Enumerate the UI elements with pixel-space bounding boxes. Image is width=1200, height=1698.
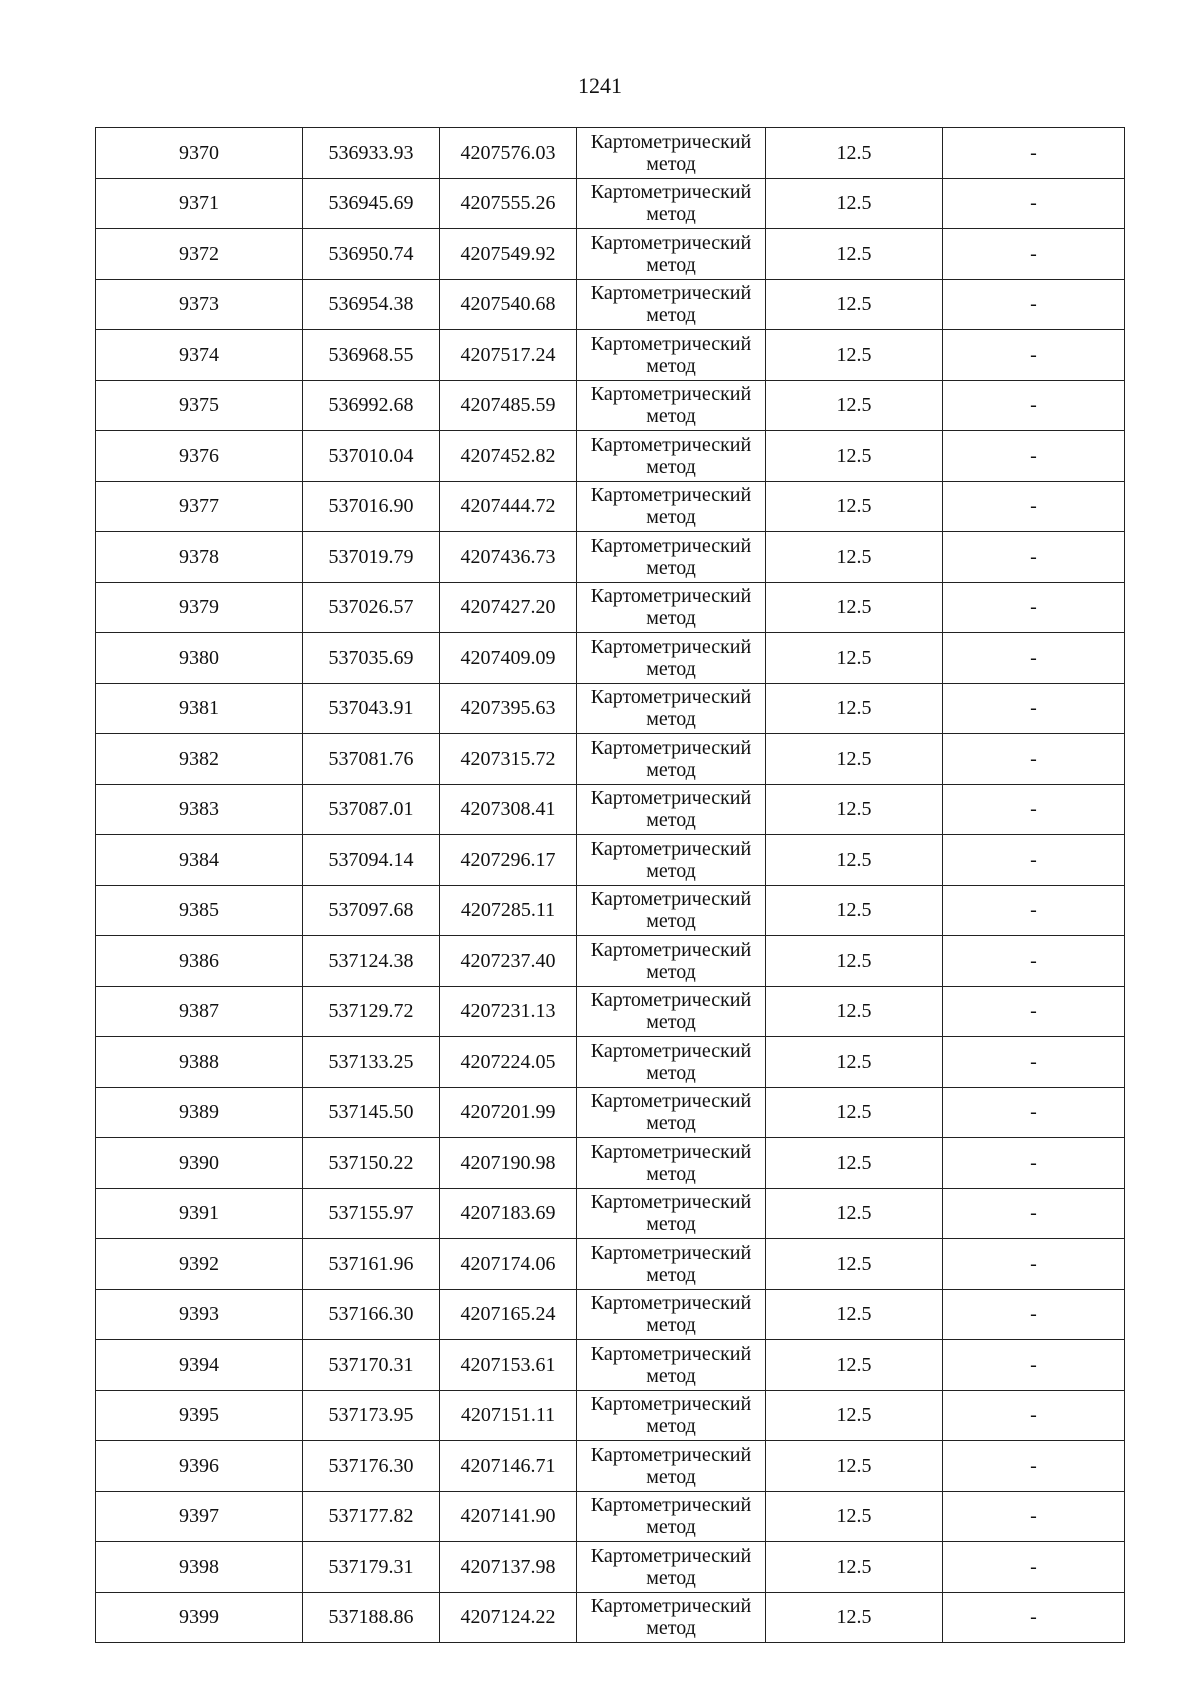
point-number-cell: 9370 bbox=[96, 128, 303, 179]
table-row bbox=[96, 380, 1125, 431]
accuracy-cell: 12.5 bbox=[766, 279, 943, 330]
y-coordinate-cell: 4207151.11 bbox=[440, 1390, 577, 1441]
accuracy-cell: 12.5 bbox=[766, 784, 943, 835]
method-line-2: метод bbox=[646, 405, 696, 428]
method-line-1: Картометрический bbox=[590, 1544, 752, 1567]
accuracy-cell: 12.5 bbox=[766, 885, 943, 936]
x-coordinate-cell: 537179.31 bbox=[303, 1542, 440, 1593]
y-coordinate-cell: 4207124.22 bbox=[440, 1592, 577, 1643]
note-cell: - bbox=[943, 986, 1125, 1037]
method-cell bbox=[577, 1138, 766, 1189]
note-cell: - bbox=[943, 1491, 1125, 1542]
method-cell bbox=[577, 229, 766, 280]
method-line-1: Картометрический bbox=[590, 181, 752, 204]
method-line-1: Картометрический bbox=[590, 433, 752, 456]
x-coordinate-cell: 536954.38 bbox=[303, 279, 440, 330]
method-cell bbox=[577, 1037, 766, 1088]
note-cell: - bbox=[943, 330, 1125, 381]
x-coordinate-cell: 537155.97 bbox=[303, 1188, 440, 1239]
method-cell bbox=[577, 1340, 766, 1391]
y-coordinate-cell: 4207137.98 bbox=[440, 1542, 577, 1593]
x-coordinate-cell: 537129.72 bbox=[303, 986, 440, 1037]
method-cell bbox=[577, 582, 766, 633]
y-coordinate-cell: 4207146.71 bbox=[440, 1441, 577, 1492]
accuracy-cell: 12.5 bbox=[766, 1087, 943, 1138]
note-cell: - bbox=[943, 1037, 1125, 1088]
point-number-cell: 9387 bbox=[96, 986, 303, 1037]
y-coordinate-cell: 4207190.98 bbox=[440, 1138, 577, 1189]
y-coordinate-cell: 4207485.59 bbox=[440, 380, 577, 431]
method-line-1: Картометрический bbox=[590, 736, 752, 759]
accuracy-cell: 12.5 bbox=[766, 128, 943, 179]
table-row bbox=[96, 128, 1125, 179]
method-cell bbox=[577, 128, 766, 179]
accuracy-cell: 12.5 bbox=[766, 1390, 943, 1441]
x-coordinate-cell: 536945.69 bbox=[303, 178, 440, 229]
method-line-1: Картометрический bbox=[590, 1494, 752, 1517]
point-number-cell: 9396 bbox=[96, 1441, 303, 1492]
method-line-1: Картометрический bbox=[590, 282, 752, 305]
method-line-2: метод bbox=[646, 1364, 696, 1387]
y-coordinate-cell: 4207308.41 bbox=[440, 784, 577, 835]
x-coordinate-cell: 537019.79 bbox=[303, 532, 440, 583]
point-number-cell: 9374 bbox=[96, 330, 303, 381]
method-line-2: метод bbox=[646, 960, 696, 983]
y-coordinate-cell: 4207231.13 bbox=[440, 986, 577, 1037]
table-row bbox=[96, 986, 1125, 1037]
point-number-cell: 9376 bbox=[96, 431, 303, 482]
accuracy-cell: 12.5 bbox=[766, 532, 943, 583]
y-coordinate-cell: 4207296.17 bbox=[440, 835, 577, 886]
accuracy-cell: 12.5 bbox=[766, 1441, 943, 1492]
point-number-cell: 9384 bbox=[96, 835, 303, 886]
method-line-2: метод bbox=[646, 1465, 696, 1488]
point-number-cell: 9377 bbox=[96, 481, 303, 532]
note-cell: - bbox=[943, 229, 1125, 280]
x-coordinate-cell: 537177.82 bbox=[303, 1491, 440, 1542]
x-coordinate-cell: 537043.91 bbox=[303, 683, 440, 734]
note-cell: - bbox=[943, 279, 1125, 330]
table-row bbox=[96, 582, 1125, 633]
accuracy-cell: 12.5 bbox=[766, 380, 943, 431]
note-cell: - bbox=[943, 128, 1125, 179]
method-cell bbox=[577, 835, 766, 886]
method-cell bbox=[577, 1441, 766, 1492]
method-line-1: Картометрический bbox=[590, 231, 752, 254]
method-cell bbox=[577, 633, 766, 684]
x-coordinate-cell: 537133.25 bbox=[303, 1037, 440, 1088]
page-number: 1241 bbox=[578, 73, 622, 98]
accuracy-cell: 12.5 bbox=[766, 1188, 943, 1239]
method-cell bbox=[577, 1188, 766, 1239]
table-row bbox=[96, 1239, 1125, 1290]
x-coordinate-cell: 536933.93 bbox=[303, 128, 440, 179]
x-coordinate-cell: 537166.30 bbox=[303, 1289, 440, 1340]
y-coordinate-cell: 4207201.99 bbox=[440, 1087, 577, 1138]
method-line-2: метод bbox=[646, 859, 696, 882]
point-number-cell: 9371 bbox=[96, 178, 303, 229]
method-line-1: Картометрический bbox=[590, 938, 752, 961]
note-cell: - bbox=[943, 1087, 1125, 1138]
method-cell bbox=[577, 1289, 766, 1340]
method-line-2: метод bbox=[646, 657, 696, 680]
note-cell: - bbox=[943, 1239, 1125, 1290]
method-cell bbox=[577, 885, 766, 936]
table-row bbox=[96, 279, 1125, 330]
note-cell: - bbox=[943, 835, 1125, 886]
x-coordinate-cell: 536968.55 bbox=[303, 330, 440, 381]
y-coordinate-cell: 4207576.03 bbox=[440, 128, 577, 179]
method-cell bbox=[577, 734, 766, 785]
x-coordinate-cell: 537124.38 bbox=[303, 936, 440, 987]
table-row bbox=[96, 835, 1125, 886]
method-line-1: Картометрический bbox=[590, 686, 752, 709]
method-cell bbox=[577, 330, 766, 381]
y-coordinate-cell: 4207183.69 bbox=[440, 1188, 577, 1239]
method-line-1: Картометрический bbox=[590, 1241, 752, 1264]
method-line-1: Картометрический bbox=[590, 1292, 752, 1315]
table-row bbox=[96, 1592, 1125, 1643]
note-cell: - bbox=[943, 936, 1125, 987]
method-line-2: метод bbox=[646, 1112, 696, 1135]
method-line-2: метод bbox=[646, 910, 696, 933]
y-coordinate-cell: 4207427.20 bbox=[440, 582, 577, 633]
note-cell: - bbox=[943, 784, 1125, 835]
accuracy-cell: 12.5 bbox=[766, 1340, 943, 1391]
method-cell bbox=[577, 178, 766, 229]
table-row bbox=[96, 1390, 1125, 1441]
x-coordinate-cell: 537173.95 bbox=[303, 1390, 440, 1441]
accuracy-cell: 12.5 bbox=[766, 734, 943, 785]
y-coordinate-cell: 4207549.92 bbox=[440, 229, 577, 280]
note-cell: - bbox=[943, 1188, 1125, 1239]
y-coordinate-cell: 4207153.61 bbox=[440, 1340, 577, 1391]
x-coordinate-cell: 537097.68 bbox=[303, 885, 440, 936]
accuracy-cell: 12.5 bbox=[766, 1138, 943, 1189]
point-number-cell: 9372 bbox=[96, 229, 303, 280]
method-cell bbox=[577, 1087, 766, 1138]
method-line-1: Картометрический bbox=[590, 130, 752, 153]
method-line-1: Картометрический bbox=[590, 837, 752, 860]
note-cell: - bbox=[943, 885, 1125, 936]
method-line-1: Картометрический bbox=[590, 635, 752, 658]
method-line-2: метод bbox=[646, 708, 696, 731]
table-body bbox=[96, 128, 1125, 1643]
table-row bbox=[96, 330, 1125, 381]
note-cell: - bbox=[943, 481, 1125, 532]
note-cell: - bbox=[943, 1592, 1125, 1643]
method-line-1: Картометрический bbox=[590, 484, 752, 507]
method-cell bbox=[577, 431, 766, 482]
method-cell bbox=[577, 380, 766, 431]
x-coordinate-cell: 537161.96 bbox=[303, 1239, 440, 1290]
table-row bbox=[96, 431, 1125, 482]
y-coordinate-cell: 4207555.26 bbox=[440, 178, 577, 229]
method-line-2: метод bbox=[646, 455, 696, 478]
accuracy-cell: 12.5 bbox=[766, 683, 943, 734]
y-coordinate-cell: 4207444.72 bbox=[440, 481, 577, 532]
point-number-cell: 9397 bbox=[96, 1491, 303, 1542]
method-line-1: Картометрический bbox=[590, 1090, 752, 1113]
y-coordinate-cell: 4207224.05 bbox=[440, 1037, 577, 1088]
table-row bbox=[96, 1087, 1125, 1138]
method-line-1: Картометрический bbox=[590, 383, 752, 406]
table-row bbox=[96, 633, 1125, 684]
x-coordinate-cell: 537145.50 bbox=[303, 1087, 440, 1138]
point-number-cell: 9385 bbox=[96, 885, 303, 936]
y-coordinate-cell: 4207409.09 bbox=[440, 633, 577, 684]
table-row bbox=[96, 1289, 1125, 1340]
method-line-1: Картометрический bbox=[590, 1140, 752, 1163]
x-coordinate-cell: 537176.30 bbox=[303, 1441, 440, 1492]
table-row bbox=[96, 178, 1125, 229]
method-cell bbox=[577, 986, 766, 1037]
note-cell: - bbox=[943, 431, 1125, 482]
accuracy-cell: 12.5 bbox=[766, 835, 943, 886]
accuracy-cell: 12.5 bbox=[766, 1542, 943, 1593]
method-cell bbox=[577, 784, 766, 835]
table-row bbox=[96, 936, 1125, 987]
method-cell bbox=[577, 1592, 766, 1643]
method-line-2: метод bbox=[646, 1516, 696, 1539]
note-cell: - bbox=[943, 1289, 1125, 1340]
method-line-2: метод bbox=[646, 253, 696, 276]
method-cell bbox=[577, 936, 766, 987]
table-row bbox=[96, 481, 1125, 532]
method-cell bbox=[577, 1542, 766, 1593]
table-row bbox=[96, 532, 1125, 583]
point-number-cell: 9373 bbox=[96, 279, 303, 330]
x-coordinate-cell: 537150.22 bbox=[303, 1138, 440, 1189]
method-line-1: Картометрический bbox=[590, 989, 752, 1012]
method-line-2: метод bbox=[646, 607, 696, 630]
note-cell: - bbox=[943, 1138, 1125, 1189]
table-row bbox=[96, 229, 1125, 280]
accuracy-cell: 12.5 bbox=[766, 330, 943, 381]
method-line-1: Картометрический bbox=[590, 1595, 752, 1618]
point-number-cell: 9382 bbox=[96, 734, 303, 785]
accuracy-cell: 12.5 bbox=[766, 178, 943, 229]
note-cell: - bbox=[943, 1390, 1125, 1441]
method-line-1: Картометрический bbox=[590, 332, 752, 355]
x-coordinate-cell: 537188.86 bbox=[303, 1592, 440, 1643]
method-line-1: Картометрический bbox=[590, 534, 752, 557]
method-line-2: метод bbox=[646, 809, 696, 832]
table-row bbox=[96, 1491, 1125, 1542]
y-coordinate-cell: 4207174.06 bbox=[440, 1239, 577, 1290]
accuracy-cell: 12.5 bbox=[766, 229, 943, 280]
point-number-cell: 9379 bbox=[96, 582, 303, 633]
y-coordinate-cell: 4207540.68 bbox=[440, 279, 577, 330]
method-line-2: метод bbox=[646, 1415, 696, 1438]
accuracy-cell: 12.5 bbox=[766, 1037, 943, 1088]
point-number-cell: 9381 bbox=[96, 683, 303, 734]
point-number-cell: 9383 bbox=[96, 784, 303, 835]
point-number-cell: 9386 bbox=[96, 936, 303, 987]
method-line-2: метод bbox=[646, 1061, 696, 1084]
table-row bbox=[96, 1188, 1125, 1239]
point-number-cell: 9378 bbox=[96, 532, 303, 583]
accuracy-cell: 12.5 bbox=[766, 1239, 943, 1290]
method-line-2: метод bbox=[646, 304, 696, 327]
point-number-cell: 9399 bbox=[96, 1592, 303, 1643]
point-number-cell: 9394 bbox=[96, 1340, 303, 1391]
method-line-2: метод bbox=[646, 1617, 696, 1640]
method-cell bbox=[577, 481, 766, 532]
y-coordinate-cell: 4207436.73 bbox=[440, 532, 577, 583]
point-number-cell: 9389 bbox=[96, 1087, 303, 1138]
x-coordinate-cell: 537170.31 bbox=[303, 1340, 440, 1391]
accuracy-cell: 12.5 bbox=[766, 986, 943, 1037]
accuracy-cell: 12.5 bbox=[766, 431, 943, 482]
method-line-2: метод bbox=[646, 758, 696, 781]
point-number-cell: 9395 bbox=[96, 1390, 303, 1441]
note-cell: - bbox=[943, 582, 1125, 633]
method-cell bbox=[577, 532, 766, 583]
method-line-1: Картометрический bbox=[590, 888, 752, 911]
x-coordinate-cell: 537010.04 bbox=[303, 431, 440, 482]
point-number-cell: 9393 bbox=[96, 1289, 303, 1340]
x-coordinate-cell: 537035.69 bbox=[303, 633, 440, 684]
method-cell bbox=[577, 279, 766, 330]
method-line-2: метод bbox=[646, 203, 696, 226]
accuracy-cell: 12.5 bbox=[766, 582, 943, 633]
y-coordinate-cell: 4207517.24 bbox=[440, 330, 577, 381]
y-coordinate-cell: 4207395.63 bbox=[440, 683, 577, 734]
y-coordinate-cell: 4207315.72 bbox=[440, 734, 577, 785]
method-cell bbox=[577, 1239, 766, 1290]
point-number-cell: 9398 bbox=[96, 1542, 303, 1593]
x-coordinate-cell: 537026.57 bbox=[303, 582, 440, 633]
accuracy-cell: 12.5 bbox=[766, 1491, 943, 1542]
table-row bbox=[96, 1340, 1125, 1391]
point-number-cell: 9388 bbox=[96, 1037, 303, 1088]
note-cell: - bbox=[943, 532, 1125, 583]
table-row bbox=[96, 1037, 1125, 1088]
method-line-1: Картометрический bbox=[590, 1443, 752, 1466]
method-line-2: метод bbox=[646, 1011, 696, 1034]
x-coordinate-cell: 537016.90 bbox=[303, 481, 440, 532]
table-row bbox=[96, 1138, 1125, 1189]
x-coordinate-cell: 537094.14 bbox=[303, 835, 440, 886]
y-coordinate-cell: 4207141.90 bbox=[440, 1491, 577, 1542]
table-row bbox=[96, 1542, 1125, 1593]
y-coordinate-cell: 4207285.11 bbox=[440, 885, 577, 936]
method-line-1: Картометрический bbox=[590, 1039, 752, 1062]
y-coordinate-cell: 4207237.40 bbox=[440, 936, 577, 987]
table-row bbox=[96, 784, 1125, 835]
note-cell: - bbox=[943, 380, 1125, 431]
coordinates-table bbox=[95, 127, 1125, 1643]
y-coordinate-cell: 4207452.82 bbox=[440, 431, 577, 482]
table-row bbox=[96, 734, 1125, 785]
method-line-1: Картометрический bbox=[590, 787, 752, 810]
accuracy-cell: 12.5 bbox=[766, 481, 943, 532]
method-line-2: метод bbox=[646, 1314, 696, 1337]
x-coordinate-cell: 537081.76 bbox=[303, 734, 440, 785]
x-coordinate-cell: 536950.74 bbox=[303, 229, 440, 280]
note-cell: - bbox=[943, 633, 1125, 684]
method-line-2: метод bbox=[646, 1162, 696, 1185]
x-coordinate-cell: 537087.01 bbox=[303, 784, 440, 835]
note-cell: - bbox=[943, 1441, 1125, 1492]
accuracy-cell: 12.5 bbox=[766, 1289, 943, 1340]
point-number-cell: 9392 bbox=[96, 1239, 303, 1290]
method-line-2: метод bbox=[646, 556, 696, 579]
method-line-1: Картометрический bbox=[590, 1342, 752, 1365]
method-line-2: метод bbox=[646, 354, 696, 377]
table-row bbox=[96, 885, 1125, 936]
method-cell bbox=[577, 1491, 766, 1542]
method-cell bbox=[577, 1390, 766, 1441]
method-line-2: метод bbox=[646, 1213, 696, 1236]
point-number-cell: 9380 bbox=[96, 633, 303, 684]
method-line-2: метод bbox=[646, 152, 696, 175]
y-coordinate-cell: 4207165.24 bbox=[440, 1289, 577, 1340]
accuracy-cell: 12.5 bbox=[766, 936, 943, 987]
method-line-1: Картометрический bbox=[590, 585, 752, 608]
point-number-cell: 9375 bbox=[96, 380, 303, 431]
method-line-1: Картометрический bbox=[590, 1191, 752, 1214]
accuracy-cell: 12.5 bbox=[766, 1592, 943, 1643]
method-line-2: метод bbox=[646, 506, 696, 529]
method-line-2: метод bbox=[646, 1566, 696, 1589]
method-cell bbox=[577, 683, 766, 734]
note-cell: - bbox=[943, 178, 1125, 229]
note-cell: - bbox=[943, 1542, 1125, 1593]
table-row bbox=[96, 1441, 1125, 1492]
method-line-1: Картометрический bbox=[590, 1393, 752, 1416]
table-row bbox=[96, 683, 1125, 734]
method-line-2: метод bbox=[646, 1263, 696, 1286]
note-cell: - bbox=[943, 683, 1125, 734]
point-number-cell: 9391 bbox=[96, 1188, 303, 1239]
note-cell: - bbox=[943, 1340, 1125, 1391]
note-cell: - bbox=[943, 734, 1125, 785]
x-coordinate-cell: 536992.68 bbox=[303, 380, 440, 431]
accuracy-cell: 12.5 bbox=[766, 633, 943, 684]
point-number-cell: 9390 bbox=[96, 1138, 303, 1189]
